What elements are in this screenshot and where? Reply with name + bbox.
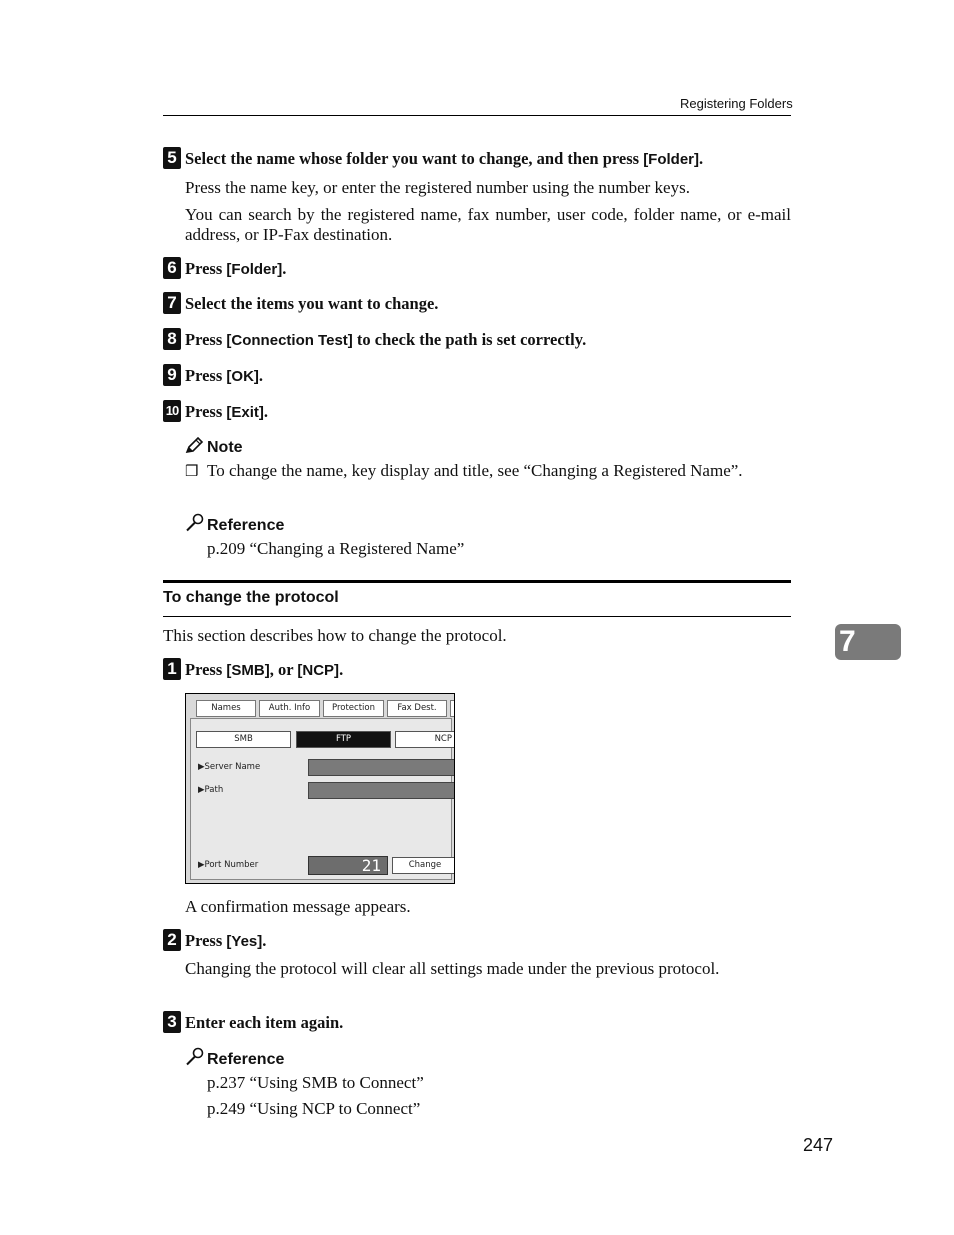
step-title: Press [Connection Test] to check the path is set correctly. <box>185 330 587 349</box>
reference-item: p.249 “Using NCP to Connect” <box>207 1099 421 1118</box>
step-title: Press [OK]. <box>185 366 264 385</box>
port-number-value: 21 <box>308 856 388 875</box>
note-text: To change the name, key display and title, see “Changing a Registered Name”. <box>207 461 743 480</box>
step-title: Enter each item again. <box>185 1013 344 1032</box>
section-rule-top <box>163 580 791 583</box>
reference-item: p.209 “Changing a Registered Name” <box>207 539 465 558</box>
port-number-label: ▶Port Number <box>198 860 259 870</box>
section-title: To change the protocol <box>163 589 339 606</box>
ftp-button[interactable]: FTP <box>296 731 391 748</box>
server-name-label: ▶Server Name <box>198 762 261 772</box>
note-bullet: ❒ <box>185 464 199 480</box>
step-number: 2 <box>163 929 181 951</box>
page-number: 247 <box>803 1135 834 1155</box>
chapter-tab: 7 <box>835 624 901 660</box>
reference-item: p.237 “Using SMB to Connect” <box>207 1073 424 1092</box>
section-rule-bottom <box>163 616 791 617</box>
step-number: 10 <box>163 400 181 422</box>
step-number: 6 <box>163 257 181 279</box>
note-heading: Note <box>207 439 243 456</box>
magnifier-icon <box>185 1047 205 1072</box>
ncp-button[interactable]: NCP <box>395 731 455 748</box>
server-name-field[interactable] <box>308 759 455 776</box>
step-number: 7 <box>163 292 181 314</box>
magnifier-icon <box>185 513 205 538</box>
step-5-text-1: Press the name key, or enter the registered number using the number keys. <box>185 178 690 197</box>
step-title: Press [Exit]. <box>185 402 269 421</box>
tab-auth-info[interactable]: Auth. Info <box>259 700 320 717</box>
path-label: ▶Path <box>198 785 224 795</box>
step-2-text: Changing the protocol will clear all settings made under the previous protocol. <box>185 959 720 978</box>
control-panel-screenshot <box>185 693 455 884</box>
running-header: Registering Folders <box>680 96 793 111</box>
step-title: Select the name whose folder you want to change, and then press [Folder]. <box>185 149 704 168</box>
step-number: 9 <box>163 364 181 386</box>
path-field[interactable] <box>308 782 455 799</box>
pencil-icon <box>185 437 205 460</box>
step-title: Select the items you want to change. <box>185 294 439 313</box>
step-5-text-2: You can search by the registered name, fax number, user code, folder name, or e-mail address, or IP-Fax destination. <box>185 205 791 244</box>
section-intro: This section describes how to change the protocol. <box>163 626 507 645</box>
tab-protection[interactable]: Protection <box>323 700 384 717</box>
change-button[interactable]: Change <box>392 857 455 874</box>
step-title: Press [Yes]. <box>185 931 267 950</box>
tab-fax-dest[interactable]: Fax Dest. <box>387 700 447 717</box>
tab-names[interactable]: Names <box>196 700 256 717</box>
step-number: 5 <box>163 147 181 169</box>
header-rule <box>163 115 791 116</box>
step-title: Press [SMB], or [NCP]. <box>185 660 344 679</box>
confirmation-text: A confirmation message appears. <box>185 897 411 916</box>
step-title: Press [Folder]. <box>185 259 287 278</box>
tab-more[interactable] <box>450 700 455 717</box>
reference-heading: Reference <box>207 1051 285 1068</box>
step-number: 3 <box>163 1011 181 1033</box>
step-number: 1 <box>163 658 181 680</box>
reference-heading: Reference <box>207 517 285 534</box>
smb-button[interactable]: SMB <box>196 731 291 748</box>
step-number: 8 <box>163 328 181 350</box>
